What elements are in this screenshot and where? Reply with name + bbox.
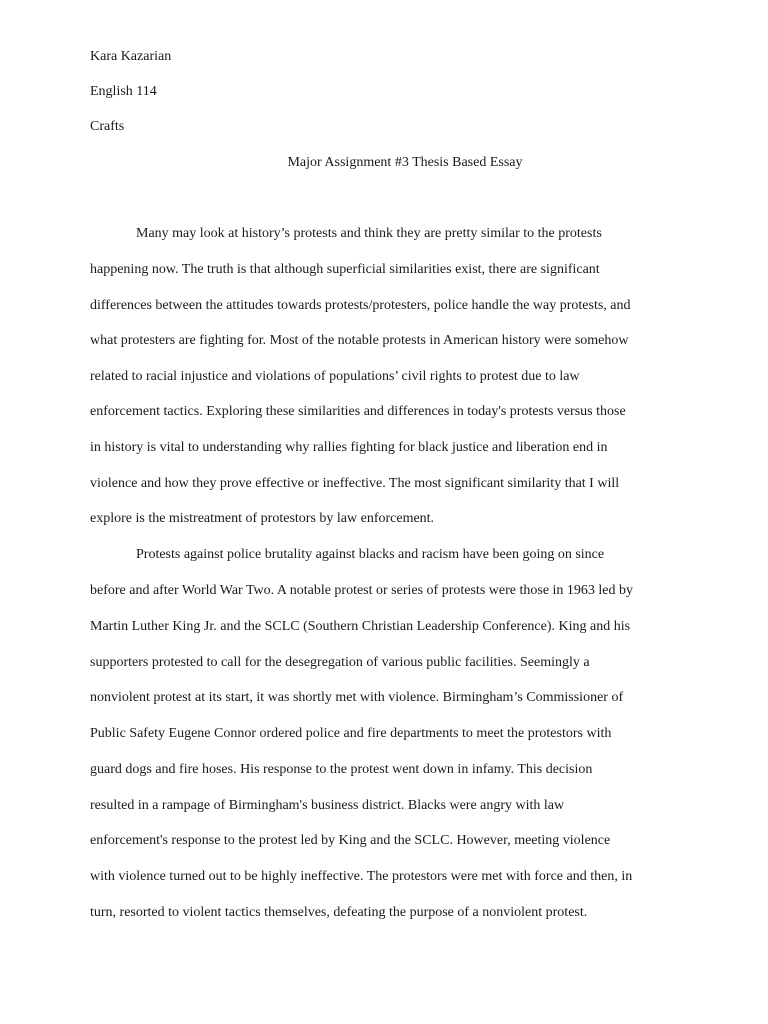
paragraph-line: what protesters are fighting for. Most of the notable protests in American history were somehow	[90, 333, 629, 348]
paragraph-line: happening now. The truth is that although superficial similarities exist, there are significant	[90, 262, 600, 277]
paragraph-line: related to racial injustice and violations of populations’ civil rights to protest due to law	[90, 369, 580, 384]
paragraph-line: turn, resorted to violent tactics themselves, defeating the purpose of a nonviolent protest.	[90, 905, 588, 920]
paragraph-line: nonviolent protest at its start, it was shortly met with violence. Birmingham’s Commissioner of	[90, 690, 624, 705]
paragraph-line: Martin Luther King Jr. and the SCLC (Southern Christian Leadership Conference). King and his	[90, 619, 631, 634]
paragraph-line: guard dogs and fire hoses. His response to the protest went down in infamy. This decision	[90, 762, 593, 777]
paragraph-line: violence and how they prove effective or ineffective. The most significant similarity that I will	[90, 476, 620, 491]
paragraph-line: differences between the attitudes towards protests/protesters, police handle the way protests, and	[90, 298, 631, 313]
paragraph-line: with violence turned out to be highly ineffective. The protestors were met with force and then, in	[90, 869, 633, 884]
paragraph-line: resulted in a rampage of Birmingham's business district. Blacks were angry with law	[90, 798, 565, 813]
paragraph-line: enforcement's response to the protest led by King and the SCLC. However, meeting violence	[90, 833, 611, 848]
paragraph-line: explore is the mistreatment of protestors by law enforcement.	[90, 511, 435, 526]
course-name: English 114	[90, 84, 157, 99]
instructor-name: Crafts	[90, 119, 125, 134]
paragraph-line: enforcement tactics. Exploring these similarities and differences in today's protests versus those	[90, 404, 626, 419]
paragraph-line: in history is vital to understanding why rallies fighting for black justice and liberation end in	[90, 440, 608, 455]
essay-title: Major Assignment #3 Thesis Based Essay	[287, 155, 523, 170]
paragraph-line: Public Safety Eugene Connor ordered police and fire departments to meet the protestors with	[90, 726, 612, 741]
paragraph-line: supporters protested to call for the desegregation of various public facilities. Seemingly a	[90, 655, 590, 670]
author-name: Kara Kazarian	[90, 49, 172, 64]
paragraph-line: before and after World War Two. A notable protest or series of protests were those in 1963 led by	[90, 583, 634, 598]
paragraph-line: Many may look at history’s protests and think they are pretty similar to the protests	[136, 226, 602, 241]
paragraph-line: Protests against police brutality against blacks and racism have been going on since	[136, 547, 605, 562]
